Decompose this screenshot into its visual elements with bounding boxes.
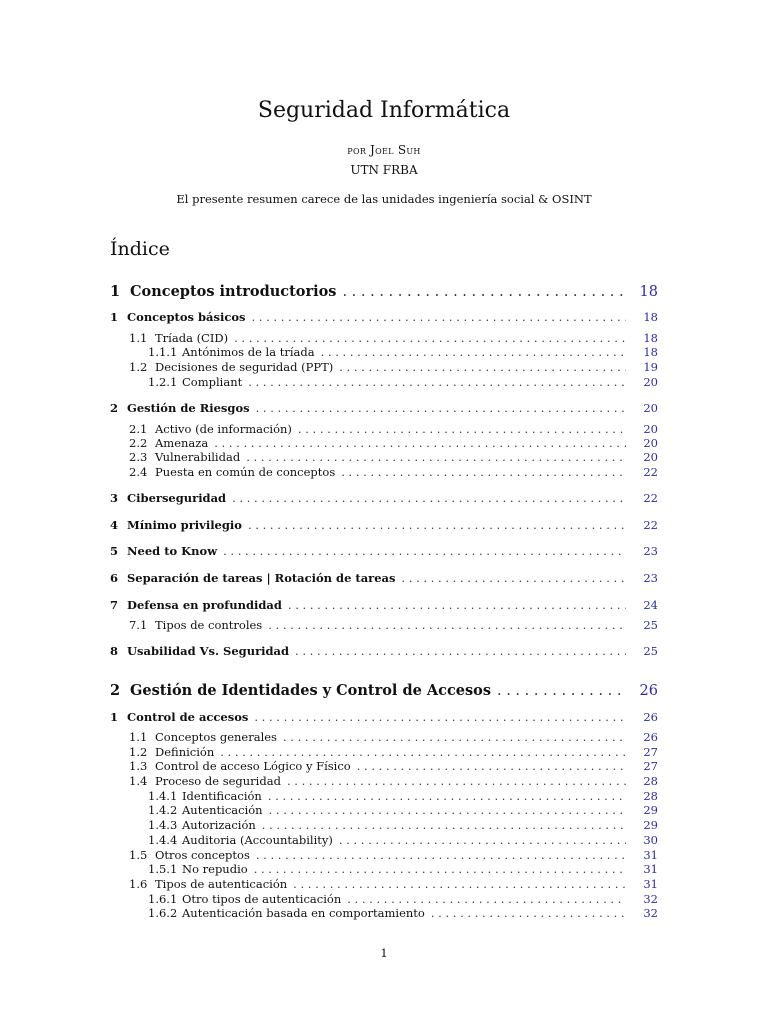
toc-page-link[interactable]: 18 — [643, 345, 658, 359]
toc-leader-dots — [268, 618, 626, 632]
toc-entry-sec[interactable] — [110, 618, 658, 634]
toc-entry-chap[interactable] — [110, 491, 658, 507]
toc-entry-number: 5 — [110, 544, 119, 558]
toc-leader-dots — [401, 571, 626, 585]
toc-leader-dots — [248, 375, 626, 389]
toc-entry-sec[interactable] — [110, 877, 658, 893]
toc-entry-label: Tipos de autenticación — [155, 877, 288, 891]
toc-entry-number: 1.4.2 — [148, 803, 178, 817]
toc-entry-number: 2 — [110, 682, 121, 699]
toc-entry-label: Defensa en profundidad — [127, 598, 282, 612]
toc-entry-number: 1.1 — [129, 730, 148, 744]
toc-page-link[interactable]: 22 — [643, 518, 658, 532]
toc-entry-number: 6 — [110, 571, 119, 585]
toc-page-link[interactable]: 27 — [643, 759, 658, 773]
toc-entry-label: Control de acceso Lógico y Físico — [155, 759, 351, 773]
toc-page-link[interactable]: 29 — [643, 803, 658, 817]
toc-entry-label: Tríada (CID) — [155, 331, 229, 345]
toc-entry-sec[interactable] — [110, 730, 658, 746]
toc-leader-dots — [254, 710, 626, 724]
toc-entry-label: Decisiones de seguridad (PPT) — [155, 360, 334, 374]
toc-page-link[interactable]: 23 — [643, 571, 658, 585]
toc-entry-label: Conceptos básicos — [127, 310, 246, 324]
author-prefix: por — [347, 143, 367, 157]
toc-page-link[interactable]: 18 — [643, 331, 658, 345]
toc-entry-number: 2.1 — [129, 422, 148, 436]
toc-page-link[interactable]: 19 — [643, 360, 658, 374]
toc-page-link[interactable]: 27 — [643, 745, 658, 759]
toc-entry-label: Separación de tareas | Rotación de tareas — [127, 571, 396, 585]
toc-entry-label: Gestión de Identidades y Control de Accesos — [130, 682, 491, 699]
toc-page-link[interactable]: 23 — [643, 544, 658, 558]
toc-entry-label: Autenticación basada en comportamiento — [182, 906, 425, 920]
toc-entry-sec[interactable] — [110, 774, 658, 790]
toc-page-link[interactable]: 32 — [643, 892, 658, 906]
toc-leader-dots — [347, 892, 626, 906]
toc-entry-label: Conceptos introductorios — [130, 283, 337, 300]
toc-page-link[interactable]: 20 — [643, 436, 658, 450]
toc-entry-number: 1.6.2 — [148, 906, 178, 920]
toc-entry-chap[interactable] — [110, 571, 658, 587]
toc-leader-dots — [339, 360, 626, 374]
toc-leader-dots — [252, 310, 627, 324]
toc-page-link[interactable]: 22 — [643, 465, 658, 479]
toc-page-link[interactable]: 30 — [643, 833, 658, 847]
toc-entry-chap[interactable] — [110, 644, 658, 660]
toc-entry-number: 1.4 — [129, 774, 148, 788]
toc-entry-number: 1.4.1 — [148, 789, 178, 803]
toc-entry-number: 1.1 — [129, 331, 148, 345]
toc-page-link[interactable]: 22 — [643, 491, 658, 505]
toc-leader-dots — [298, 422, 626, 436]
toc-entry-label: Vulnerabilidad — [155, 450, 241, 464]
toc-page-link[interactable]: 31 — [643, 848, 658, 862]
toc-entry-sec[interactable] — [110, 759, 658, 775]
toc-entry-label: Puesta en común de conceptos — [155, 465, 336, 479]
toc-entry-number: 7 — [110, 598, 119, 612]
toc-leader-dots — [339, 833, 626, 847]
toc-leader-dots — [214, 436, 626, 450]
toc-leader-dots — [357, 759, 626, 773]
toc-entry-number: 2.4 — [129, 465, 148, 479]
toc-entry-label: Need to Know — [127, 544, 218, 558]
toc-entry-part[interactable] — [110, 283, 658, 303]
toc-entry-sub[interactable] — [110, 906, 658, 922]
toc-leader-dots — [232, 491, 626, 505]
toc-entry-chap[interactable] — [110, 598, 658, 614]
toc-leader-dots — [288, 598, 626, 612]
toc-entry-number: 1.6.1 — [148, 892, 178, 906]
toc-page-link[interactable]: 31 — [643, 862, 658, 876]
toc-leader-dots — [262, 818, 626, 832]
toc-entry-number: 1.2.1 — [148, 375, 178, 389]
toc-leader-dots — [220, 745, 626, 759]
document-title: Seguridad Informática — [257, 98, 511, 123]
toc-leader-dots — [256, 848, 626, 862]
toc-entry-label: Autorización — [182, 818, 256, 832]
toc-entry-sec[interactable] — [110, 465, 658, 481]
toc-leader-dots — [246, 450, 626, 464]
toc-leader-dots — [295, 644, 626, 658]
toc-entry-label: Definición — [155, 745, 215, 759]
toc-page-link[interactable]: 20 — [643, 422, 658, 436]
toc-entry-part[interactable] — [110, 682, 658, 702]
toc-leader-dots — [287, 774, 626, 788]
toc-leader-dots — [283, 730, 626, 744]
toc-entry-chap[interactable] — [110, 310, 658, 326]
toc-entry-sub[interactable] — [110, 345, 658, 361]
index-heading: Índice — [110, 238, 170, 260]
toc-entry-number: 1.2 — [129, 745, 148, 759]
toc-entry-chap[interactable] — [110, 544, 658, 560]
toc-leader-dots — [321, 345, 626, 359]
toc-entry-number: 2.2 — [129, 436, 148, 450]
author-line — [0, 143, 768, 157]
toc-entry-chap[interactable] — [110, 710, 658, 726]
toc-entry-label: Compliant — [182, 375, 243, 389]
toc-entry-number: 1 — [110, 710, 119, 724]
toc-entry-label: Conceptos generales — [155, 730, 277, 744]
toc-entry-label: No repudio — [182, 862, 248, 876]
page-number: 1 — [380, 946, 388, 960]
toc-entry-number: 8 — [110, 644, 119, 658]
toc-entry-number: 1.5.1 — [148, 862, 178, 876]
toc-entry-number: 1 — [110, 310, 119, 324]
toc-entry-number: 1.4.3 — [148, 818, 178, 832]
toc-entry-number: 1.2 — [129, 360, 148, 374]
toc-page-link[interactable]: 29 — [643, 818, 658, 832]
toc-page-link[interactable]: 28 — [643, 774, 658, 788]
toc-entry-number: 1.3 — [129, 759, 148, 773]
toc-leader-dots — [293, 877, 626, 891]
toc-page-link[interactable]: 32 — [643, 906, 658, 920]
toc-leader-dots — [248, 518, 626, 532]
toc-page-link[interactable]: 25 — [643, 644, 658, 658]
toc-entry-label: Usabilidad Vs. Seguridad — [127, 644, 290, 658]
author-name: Joel Suh — [370, 143, 421, 157]
toc-entry-label: Otros conceptos — [155, 848, 250, 862]
toc-page-link[interactable]: 31 — [643, 877, 658, 891]
toc-leader-dots — [256, 401, 626, 415]
toc-page-link[interactable]: 28 — [643, 789, 658, 803]
toc-page-link[interactable]: 20 — [643, 450, 658, 464]
toc-entry-number: 2.3 — [129, 450, 148, 464]
toc-entry-label: Auditoria (Accountability) — [182, 833, 333, 847]
toc-entry-sub[interactable] — [110, 862, 658, 878]
toc-entry-label: Proceso de seguridad — [155, 774, 281, 788]
toc-entry-number: 2 — [110, 401, 119, 415]
toc-entry-number: 4 — [110, 518, 119, 532]
toc-entry-sub[interactable] — [110, 375, 658, 391]
toc-entry-label: Identificación — [182, 789, 262, 803]
toc-leader-dots — [223, 544, 626, 558]
toc-leader-dots — [342, 284, 626, 300]
toc-entry-chap[interactable] — [110, 401, 658, 417]
toc-entry-label: Activo (de información) — [155, 422, 292, 436]
toc-entry-number: 1.6 — [129, 877, 148, 891]
toc-leader-dots — [497, 683, 626, 699]
toc-leader-dots — [234, 331, 626, 345]
toc-page-link[interactable]: 20 — [643, 401, 658, 415]
toc-entry-label: Amenaza — [155, 436, 209, 450]
toc-entry-number: 3 — [110, 491, 119, 505]
toc-entry-number: 1 — [110, 283, 121, 300]
toc-entry-label: Ciberseguridad — [127, 491, 227, 505]
toc-entry-number: 1.1.1 — [148, 345, 178, 359]
toc-entry-sub[interactable] — [110, 833, 658, 849]
institution: UTN FRBA — [350, 163, 418, 177]
toc-entry-sec[interactable] — [110, 360, 658, 376]
toc-entry-sub[interactable] — [110, 818, 658, 834]
toc-page-link[interactable]: 26 — [643, 730, 658, 744]
toc-page-link[interactable]: 25 — [643, 618, 658, 632]
toc-entry-number: 7.1 — [129, 618, 148, 632]
toc-entry-chap[interactable] — [110, 518, 658, 534]
toc-entry-sec[interactable] — [110, 450, 658, 466]
toc-entry-label: Tipos de controles — [155, 618, 263, 632]
toc-entry-label: Mínimo privilegio — [127, 518, 242, 532]
toc-entry-label: Otro tipos de autenticación — [182, 892, 342, 906]
toc-leader-dots — [431, 906, 626, 920]
scope-note: El presente resumen carece de las unidades ingeniería social & OSINT — [176, 192, 592, 206]
toc-entry-label: Autenticación — [182, 803, 263, 817]
toc-entry-label: Gestión de Riesgos — [127, 401, 250, 415]
toc-page-link[interactable]: 26 — [643, 710, 658, 724]
toc-entry-label: Control de accesos — [127, 710, 249, 724]
toc-entry-sub[interactable] — [110, 803, 658, 819]
toc-page-link[interactable]: 20 — [643, 375, 658, 389]
toc-leader-dots — [268, 789, 626, 803]
toc-leader-dots — [254, 862, 626, 876]
toc-entry-number: 1.5 — [129, 848, 148, 862]
toc-leader-dots — [269, 803, 626, 817]
toc-page-link[interactable]: 18 — [639, 284, 658, 300]
toc-page-link[interactable]: 24 — [643, 598, 658, 612]
toc-page-link[interactable]: 18 — [643, 310, 658, 324]
toc-entry-number: 1.4.4 — [148, 833, 178, 847]
toc-entry-label: Antónimos de la tríada — [182, 345, 315, 359]
toc-leader-dots — [341, 465, 626, 479]
toc-page-link[interactable]: 26 — [639, 683, 658, 699]
